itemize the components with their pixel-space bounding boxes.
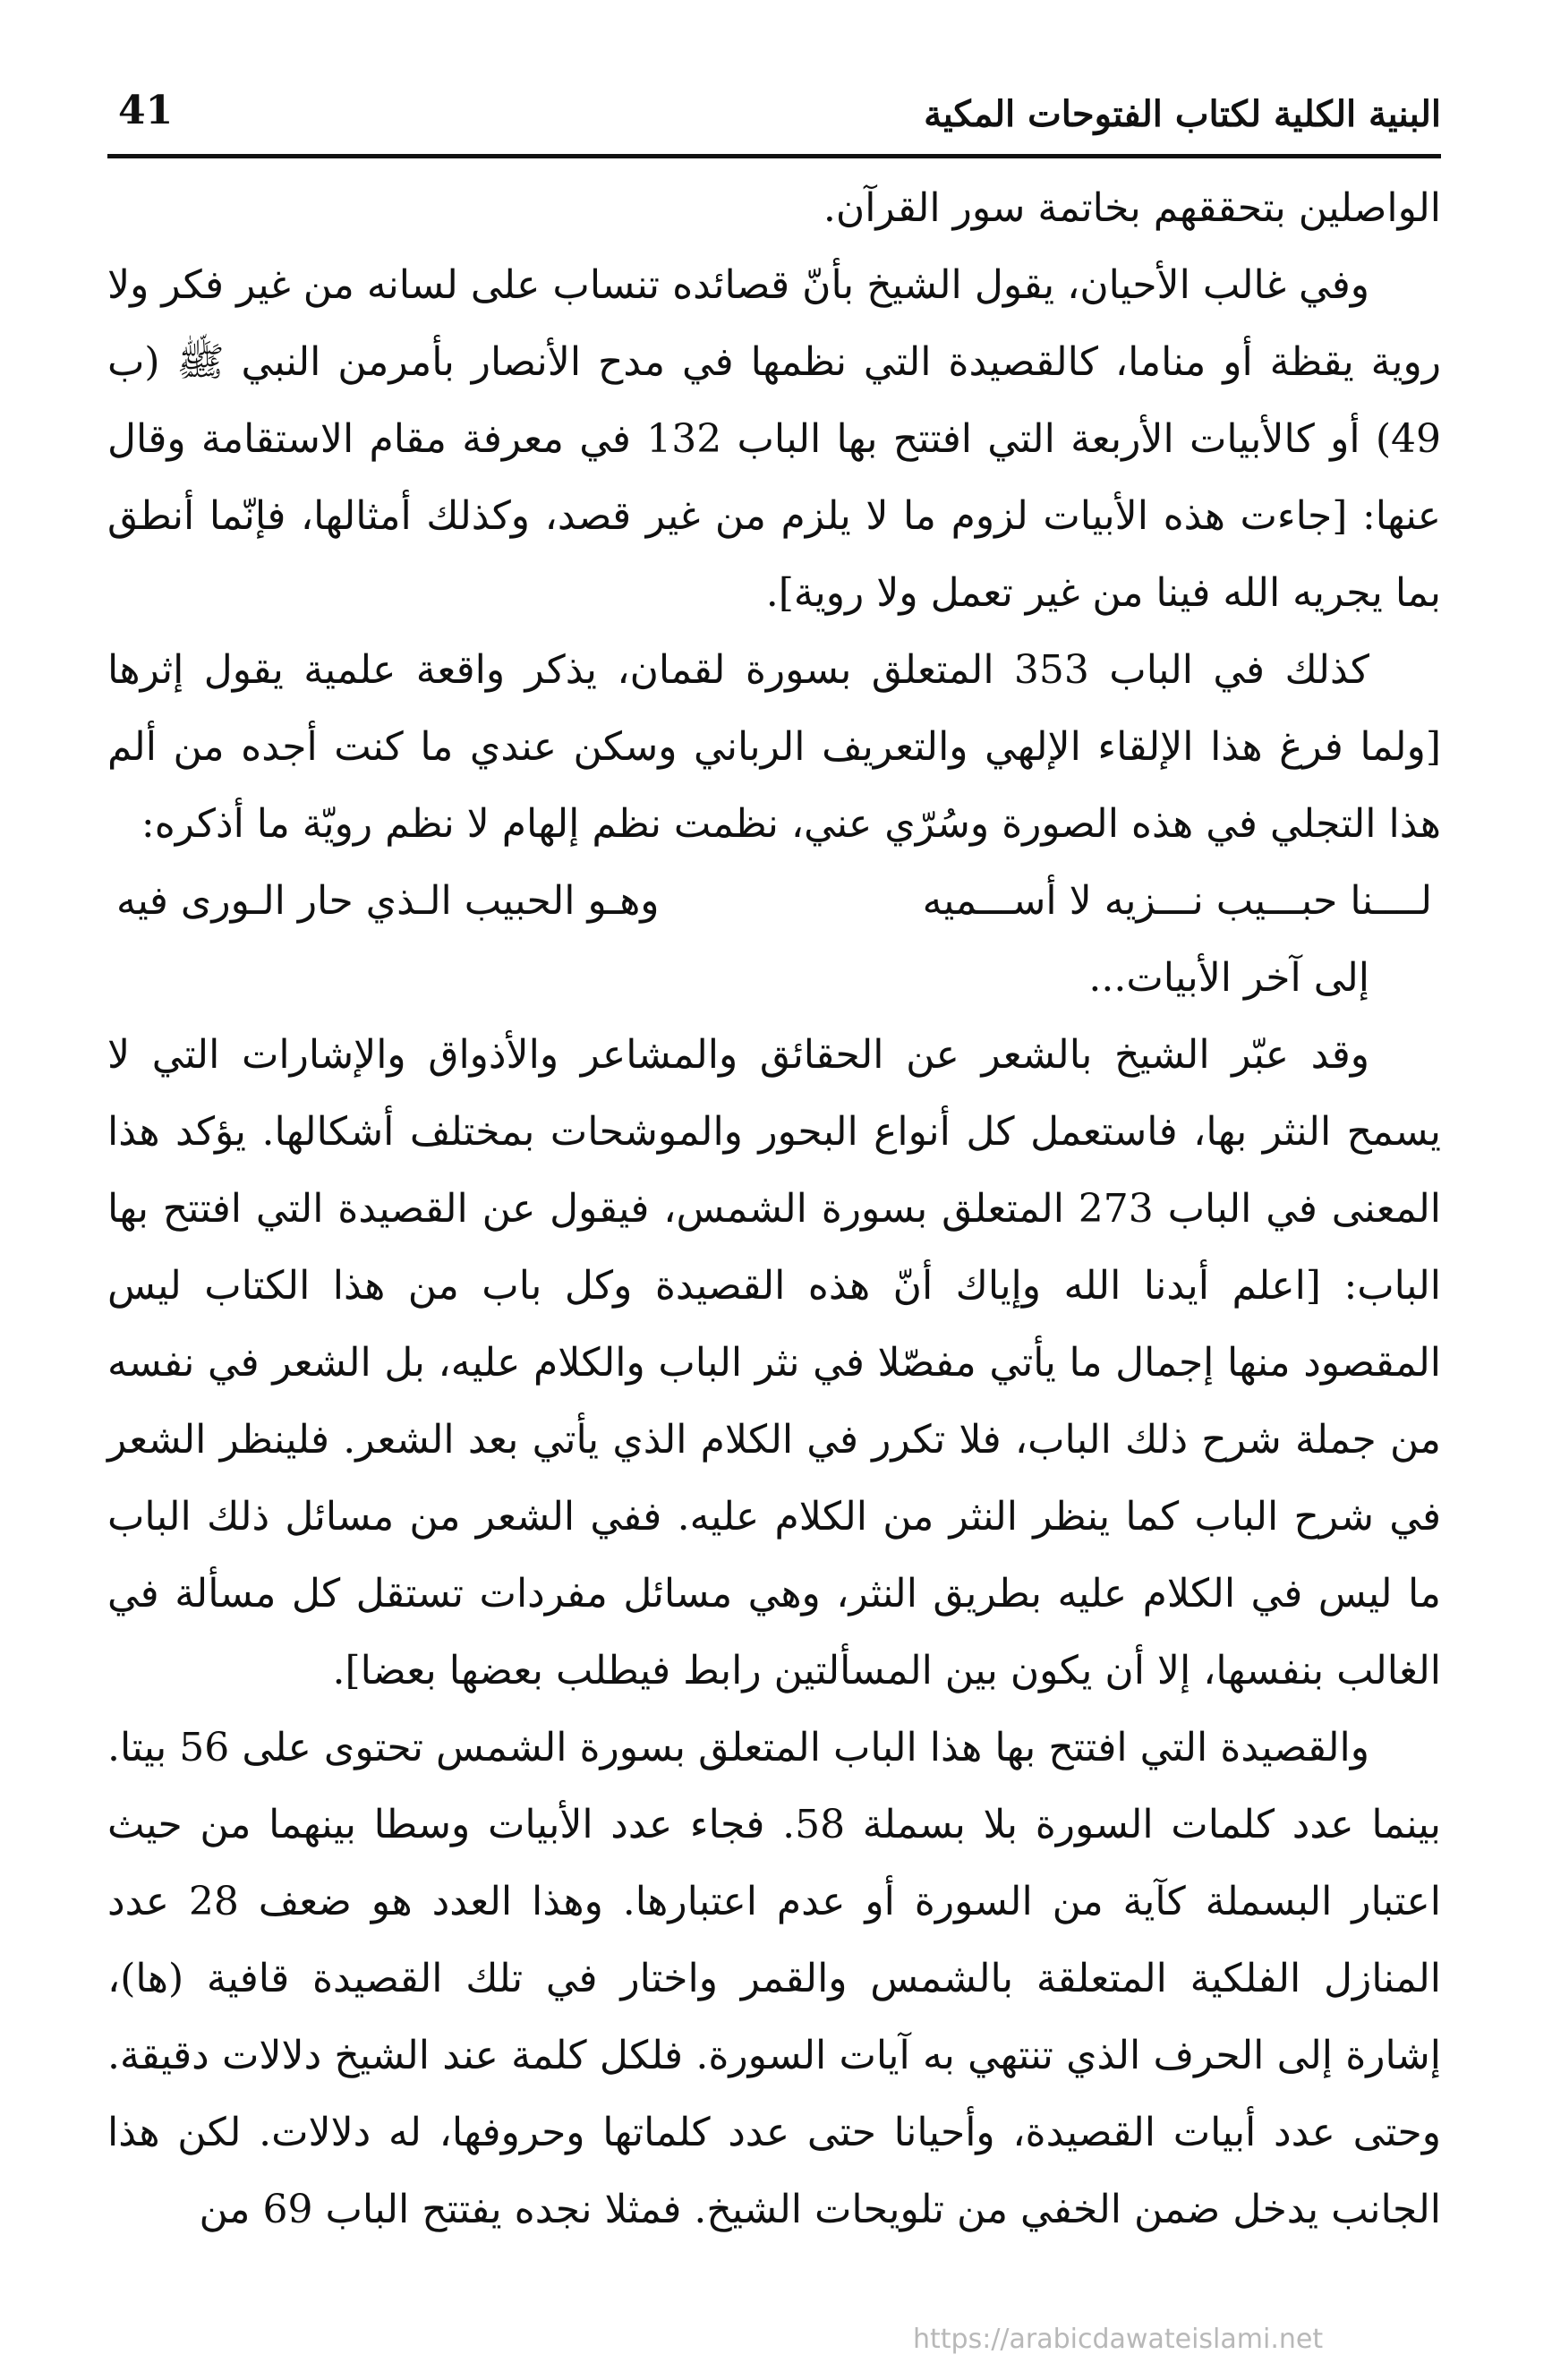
watermark-url: https://arabicdawateislami.net — [913, 2324, 1324, 2355]
book-page — [107, 72, 1441, 2345]
header-title: البنية الكلية لكتاب الفتوحات المكية — [924, 93, 1441, 135]
verse-first-hemistich: لــــنا حبـــيب نـــزيه لا أســـميه — [922, 878, 1432, 924]
page-number: 41 — [118, 88, 174, 133]
body-text — [107, 170, 1441, 2248]
paragraph: الواصلين بتحققهم بخاتمة سور القرآن. — [823, 185, 1441, 231]
verse-second-hemistich: وهـو الحبيب الـذي حار الـورى فيه — [116, 878, 660, 924]
paragraph: كذلك في الباب 353 المتعلق بسورة لقمان، يذكر واقعة علمية يقول إثرها [ولما فرغ هذا الإلقاء الإلهي والتعريف الرباني وسكن عندي ما كنت أجده من ألم هذا التجلي في هذه الصورة وسُرّي عني، نظمت نظم إلهام لا نظم رويّة ما أذكره: — [107, 647, 1441, 847]
paragraph: والقصيدة التي افتتح بها هذا الباب المتعلق بسورة الشمس تحتوى على 56 بيتا. بينما عدد كلمات السورة بلا بسملة 58. فجاء عدد الأبيات وسطا بينهما من حيث اعتبار البسملة كآية من السورة أو عدم اعتبارها. وهذا العدد هو ضعف 28 عدد المنازل الفلكية المتعلقة بالشمس والقمر واختار في تلك القصيدة قافية (ها)، إشارة إلى الحرف الذي تنتهي به آيات السورة. فلكل كلمة عند الشيخ دلالات دقيقة. وحتى عدد أبيات القصيدة، وأحيانا حتى عدد كلماتها وحروفها، له دلالات. لكن هذا الجانب يدخل ضمن الخفي من تلويحات الشيخ. فمثلا نجده يفتتح الباب 69 من — [107, 1725, 1441, 2232]
header-rule — [107, 154, 1441, 158]
verse-line — [107, 863, 1441, 940]
paragraph: وفي غالب الأحيان، يقول الشيخ بأنّ قصائده تنساب على لسانه من غير فكر ولا روية يقظة أو مناما، كالقصيدة التي نظمها في مدح الأنصار بأمرمن النبي ﷺ (ب 49) أو كالأبيات الأربعة التي افتتح بها الباب 132 في معرفة مقام الاستقامة وقال عنها: [جاءت هذه الأبيات لزوم ما لا يلزم من غير قصد، وكذلك أمثالها، فإنّما أنطق بما يجريه الله فينا من غير تعمل ولا روية]. — [107, 262, 1441, 616]
paragraph: إلى آخر الأبيات... — [1088, 955, 1369, 1001]
paragraph: وقد عبّر الشيخ بالشعر عن الحقائق والمشاعر والأذواق والإشارات التي لا يسمح النثر بها، فاستعمل كل أنواع البحور والموشحات بمختلف أشكالها. يؤكد هذا المعنى في الباب 273 المتعلق بسورة الشمس، فيقول عن القصيدة التي افتتح بها الباب: [اعلم أيدنا الله وإياك أنّ هذه القصيدة وكل باب من هذا الكتاب ليس المقصود منها إجمال ما يأتي مفصّلا في نثر الباب والكلام عليه، بل الشعر في نفسه من جملة شرح ذلك الباب، فلا تكرر في الكلام الذي يأتي بعد الشعر. فلينظر الشعر في شرح الباب كما ينظر النثر من الكلام عليه. ففي الشعر من مسائل ذلك الباب ما ليس في الكلام عليه بطريق النثر، وهي مسائل مفردات تستقل كل مسألة في الغالب بنفسها، إلا أن يكون بين المسألتين رابط فيطلب بعضها بعضا]. — [107, 1032, 1441, 1693]
running-header — [107, 72, 1441, 152]
